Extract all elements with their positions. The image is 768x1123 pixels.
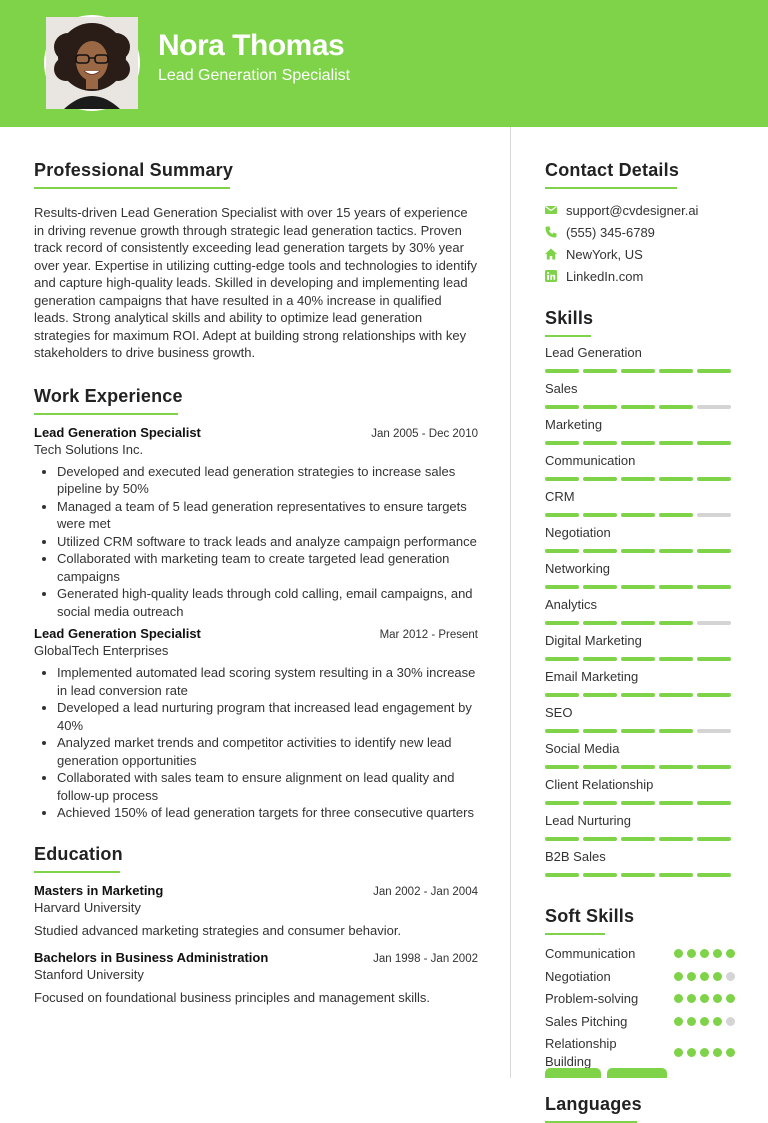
skill-item — [545, 741, 735, 769]
rating-dot — [687, 949, 696, 958]
soft-skill-rating — [674, 994, 735, 1003]
rating-dot — [713, 949, 722, 958]
skill-level-bar — [545, 513, 735, 517]
skill-level-segment — [583, 765, 617, 769]
skill-level-bar — [545, 837, 735, 841]
skill-level-segment — [583, 405, 617, 409]
skill-level-segment — [659, 873, 693, 877]
resume-header — [0, 0, 768, 127]
skill-level-segment — [621, 513, 655, 517]
job-date: Mar 2012 - Present — [379, 629, 478, 641]
summary-text: Results-driven Lead Generation Specialist with over 15 years of experience in driving revenue growth through strategic lead generation tactics. Proven track record of consistently exceeding lead generation targets by 30% year over year. Expertise in utilizing cutting-edge tools and technologies to identify and capture high-quality leads. Skilled in developing and implementing lead generation campaigns that have resulted in a 40% increase in qualified leads. Strong analytical skills and ability to optimize lead generation strategies for maximum ROI. Adept at building strong relationships with key stakeholders to drive business growth. — [34, 205, 477, 360]
candidate-name: Nora Thomas — [158, 29, 345, 62]
section-title: Soft Skills — [545, 906, 635, 926]
skill-level-segment — [697, 369, 731, 373]
skill-item — [545, 813, 735, 841]
skill-level-segment — [697, 657, 731, 661]
list-item: • Utilized CRM software to track leads and analyze campaign performance — [57, 533, 478, 551]
skill-level-segment — [659, 549, 693, 553]
skill-level-segment — [621, 549, 655, 553]
skill-level-segment — [697, 621, 731, 625]
skill-level-segment — [621, 837, 655, 841]
avatar — [44, 15, 140, 111]
skill-item — [545, 705, 735, 733]
education-section — [34, 844, 478, 1005]
skill-level-segment — [659, 801, 693, 805]
skill-level-segment — [545, 765, 579, 769]
skill-level-segment — [621, 477, 655, 481]
skill-level-segment — [545, 477, 579, 481]
skill-level-segment — [545, 513, 579, 517]
list-item: • Analyzed market trends and competitor activities to identify new lead generation opportunities — [57, 734, 478, 769]
skill-level-segment — [545, 369, 579, 373]
skill-level-segment — [621, 657, 655, 661]
skill-level-segment — [583, 513, 617, 517]
skill-item — [545, 777, 735, 805]
list-item: • Achieved 150% of lead generation targets for three consecutive quarters — [57, 804, 478, 822]
skill-name: Digital Marketing — [545, 633, 642, 648]
skill-name: SEO — [545, 705, 573, 720]
list-item: • Developed a lead nurturing program that increased lead engagement by 40% — [57, 699, 478, 734]
skill-name: Sales — [545, 381, 578, 396]
rating-dot — [700, 994, 709, 1003]
section-title: Skills — [545, 308, 594, 328]
skill-level-segment — [659, 585, 693, 589]
section-title: Education — [34, 843, 123, 864]
language-pill — [607, 1068, 667, 1078]
skill-level-segment — [659, 477, 693, 481]
skill-level-segment — [659, 369, 693, 373]
soft-skill-item — [545, 990, 735, 1008]
rating-dot — [700, 972, 709, 981]
section-title: Languages — [545, 1094, 642, 1114]
skill-level-segment — [697, 441, 731, 445]
soft-skill-name: Sales Pitching — [545, 1013, 628, 1029]
section-underline — [545, 933, 605, 935]
education-description: Focused on foundational business principles and management skills. — [34, 989, 431, 1005]
skill-level-segment — [545, 405, 579, 409]
skill-level-segment — [545, 621, 579, 625]
skill-level-segment — [583, 837, 617, 841]
skill-level-bar — [545, 621, 735, 625]
skill-level-segment — [621, 729, 655, 733]
skill-level-segment — [545, 729, 579, 733]
soft-skill-rating — [674, 1048, 735, 1057]
contact-email-text: support@cvdesigner.ai — [566, 202, 699, 218]
school: Stanford University — [34, 966, 144, 982]
skill-level-segment — [659, 657, 693, 661]
contact-linkedin[interactable] — [545, 265, 735, 287]
skill-item — [545, 849, 735, 877]
list-item: • Generated high-quality leads through cold calling, email campaigns, and social media outreach — [57, 585, 478, 620]
job-bullets — [34, 664, 478, 822]
degree: Bachelors in Business Administration — [34, 949, 269, 965]
skill-level-segment — [583, 729, 617, 733]
skill-level-segment — [659, 405, 693, 409]
skill-level-segment — [659, 837, 693, 841]
skill-name: Lead Nurturing — [545, 813, 631, 828]
list-item: • Managed a team of 5 lead generation representatives to ensure targets were met — [57, 498, 478, 533]
skill-level-segment — [545, 549, 579, 553]
column-divider — [510, 127, 511, 1078]
soft-skill-item — [545, 945, 735, 963]
skill-level-segment — [545, 873, 579, 877]
skill-level-bar — [545, 585, 735, 589]
education-date: Jan 2002 - Jan 2004 — [373, 885, 478, 898]
skill-level-bar — [545, 549, 735, 553]
rating-dot — [700, 1017, 709, 1026]
skills-section — [545, 308, 735, 877]
skill-level-segment — [621, 585, 655, 589]
education-entry — [34, 950, 478, 1005]
skill-level-segment — [545, 585, 579, 589]
skill-item — [545, 633, 735, 661]
skill-name: Communication — [545, 453, 636, 468]
soft-skill-rating — [674, 1017, 735, 1026]
skill-level-bar — [545, 441, 735, 445]
job-bullets — [34, 463, 478, 621]
skill-level-segment — [659, 441, 693, 445]
skill-name: Email Marketing — [545, 669, 639, 684]
section-title: Contact Details — [545, 160, 680, 180]
section-underline — [34, 413, 178, 415]
rating-dot — [726, 1017, 735, 1026]
skill-level-segment — [583, 477, 617, 481]
contact-linkedin-text: LinkedIn.com — [566, 268, 644, 284]
skill-level-segment — [545, 657, 579, 661]
soft-skills-list — [545, 945, 735, 1070]
job-role: Lead Generation Specialist — [34, 424, 201, 440]
rating-dot — [674, 972, 683, 981]
soft-skill-name: Communication — [545, 946, 636, 961]
rating-dot — [674, 994, 683, 1003]
rating-dot — [674, 949, 683, 958]
skill-name: B2B Sales — [545, 849, 606, 864]
contact-section — [545, 160, 735, 287]
skill-level-bar — [545, 693, 735, 697]
skill-name: Networking — [545, 561, 611, 576]
language-pill — [545, 1068, 601, 1078]
skill-level-segment — [545, 693, 579, 697]
contact-phone[interactable] — [545, 221, 735, 243]
soft-skill-rating — [674, 972, 735, 981]
school: Harvard University — [34, 899, 141, 915]
skill-level-bar — [545, 801, 735, 805]
skill-level-segment — [621, 801, 655, 805]
skill-item — [545, 597, 735, 625]
soft-skill-item — [545, 968, 735, 986]
skill-level-segment — [583, 621, 617, 625]
skills-list — [545, 345, 735, 877]
rating-dot — [713, 1017, 722, 1026]
job-date: Jan 2005 - Dec 2010 — [371, 427, 478, 440]
skill-level-segment — [583, 801, 617, 805]
skill-level-segment — [583, 693, 617, 697]
list-item: • Developed and executed lead generation strategies to increase sales pipeline by 50% — [57, 463, 478, 498]
rating-dot — [713, 1048, 722, 1057]
skill-level-segment — [621, 621, 655, 625]
email-icon — [545, 204, 557, 216]
skill-level-segment — [621, 693, 655, 697]
soft-skills-section — [545, 906, 735, 1070]
skill-level-segment — [697, 513, 731, 517]
soft-skill-item — [545, 1035, 735, 1070]
skill-level-segment — [697, 549, 731, 553]
phone-icon — [545, 226, 557, 238]
rating-dot — [713, 994, 722, 1003]
skill-level-segment — [621, 369, 655, 373]
experience-section — [34, 386, 478, 822]
skill-item — [545, 417, 735, 445]
skill-name: Social Media — [545, 741, 620, 756]
skill-level-segment — [697, 405, 731, 409]
skill-name: Lead Generation — [545, 345, 642, 360]
section-title: Professional Summary — [34, 160, 234, 180]
education-date: Jan 1998 - Jan 2002 — [373, 952, 478, 965]
skill-level-bar — [545, 729, 735, 733]
rating-dot — [687, 994, 696, 1003]
soft-skill-name: Negotiation — [545, 968, 611, 984]
job-company: GlobalTech Enterprises — [34, 643, 169, 658]
skill-level-segment — [621, 873, 655, 877]
skill-level-bar — [545, 765, 735, 769]
skill-level-segment — [697, 837, 731, 841]
job-company: Tech Solutions Inc. — [34, 441, 144, 457]
skill-level-segment — [659, 513, 693, 517]
summary-section — [34, 160, 478, 362]
candidate-title: Lead Generation Specialist — [158, 67, 351, 84]
skill-name: Marketing — [545, 417, 603, 432]
skill-level-bar — [545, 477, 735, 481]
avatar-portrait-icon — [46, 17, 138, 109]
job-entry — [34, 626, 478, 822]
skill-name: Negotiation — [545, 525, 611, 540]
rating-dot — [726, 972, 735, 981]
rating-dot — [687, 1017, 696, 1026]
skill-level-segment — [659, 765, 693, 769]
rating-dot — [674, 1048, 683, 1057]
skill-level-segment — [659, 621, 693, 625]
skill-level-segment — [583, 441, 617, 445]
skill-item — [545, 525, 735, 553]
section-underline — [545, 335, 591, 337]
rating-dot — [726, 994, 735, 1003]
languages-section — [545, 1094, 735, 1123]
linkedin-icon — [545, 270, 557, 282]
skill-level-segment — [697, 729, 731, 733]
skill-level-bar — [545, 405, 735, 409]
skill-level-segment — [621, 441, 655, 445]
skill-item — [545, 453, 735, 481]
education-entry — [34, 883, 478, 938]
skill-level-segment — [697, 765, 731, 769]
soft-skill-name: Problem-solving — [545, 991, 639, 1006]
skill-item — [545, 669, 735, 697]
rating-dot — [713, 972, 722, 981]
skill-level-segment — [545, 441, 579, 445]
skill-level-segment — [583, 549, 617, 553]
rating-dot — [687, 1048, 696, 1057]
skill-level-bar — [545, 873, 735, 877]
education-description: Studied advanced marketing strategies and consumer behavior. — [34, 922, 402, 938]
skill-level-segment — [583, 657, 617, 661]
rating-dot — [674, 1017, 683, 1026]
skill-level-segment — [697, 585, 731, 589]
rating-dot — [726, 949, 735, 958]
list-item: • Collaborated with sales team to ensure alignment on lead quality and follow-up process — [57, 769, 478, 804]
rating-dot — [726, 1048, 735, 1057]
skill-level-segment — [659, 693, 693, 697]
skill-level-segment — [583, 585, 617, 589]
skill-item — [545, 345, 735, 373]
skill-level-segment — [621, 405, 655, 409]
skill-name: Analytics — [545, 597, 598, 612]
section-underline — [34, 871, 120, 873]
skill-item — [545, 489, 735, 517]
skill-level-segment — [697, 693, 731, 697]
section-title: Work Experience — [34, 385, 183, 406]
skill-level-segment — [621, 765, 655, 769]
skill-level-segment — [697, 477, 731, 481]
main-column — [34, 160, 478, 1005]
section-underline — [545, 187, 677, 189]
skill-item — [545, 561, 735, 589]
contact-phone-text: (555) 345-6789 — [566, 224, 655, 240]
skill-level-segment — [583, 873, 617, 877]
skill-level-segment — [659, 729, 693, 733]
contact-location-text: NewYork, US — [566, 246, 643, 262]
list-item: • Implemented automated lead scoring system resulting in a 30% increase in lead conversion rate — [57, 664, 478, 699]
soft-skill-rating — [674, 949, 735, 958]
skill-level-bar — [545, 369, 735, 373]
home-icon — [545, 248, 557, 260]
rating-dot — [700, 1048, 709, 1057]
skill-level-segment — [697, 873, 731, 877]
list-item: • Collaborated with marketing team to create targeted lead generation campaigns — [57, 550, 478, 585]
skill-level-segment — [545, 801, 579, 805]
skill-name: CRM — [545, 489, 575, 504]
skill-level-segment — [583, 369, 617, 373]
skill-name: Client Relationship — [545, 777, 654, 792]
rating-dot — [687, 972, 696, 981]
soft-skill-item — [545, 1013, 735, 1031]
skill-level-bar — [545, 657, 735, 661]
skill-level-segment — [545, 837, 579, 841]
job-entry — [34, 425, 478, 621]
contact-location — [545, 243, 735, 265]
degree: Masters in Marketing — [34, 882, 164, 898]
soft-skill-name: Relationship Building — [545, 1036, 617, 1069]
skill-item — [545, 381, 735, 409]
job-role: Lead Generation Specialist — [34, 626, 201, 641]
skill-level-segment — [697, 801, 731, 805]
section-underline — [34, 187, 230, 189]
contact-email[interactable] — [545, 199, 735, 221]
sidebar-column — [545, 160, 735, 1123]
rating-dot — [700, 949, 709, 958]
